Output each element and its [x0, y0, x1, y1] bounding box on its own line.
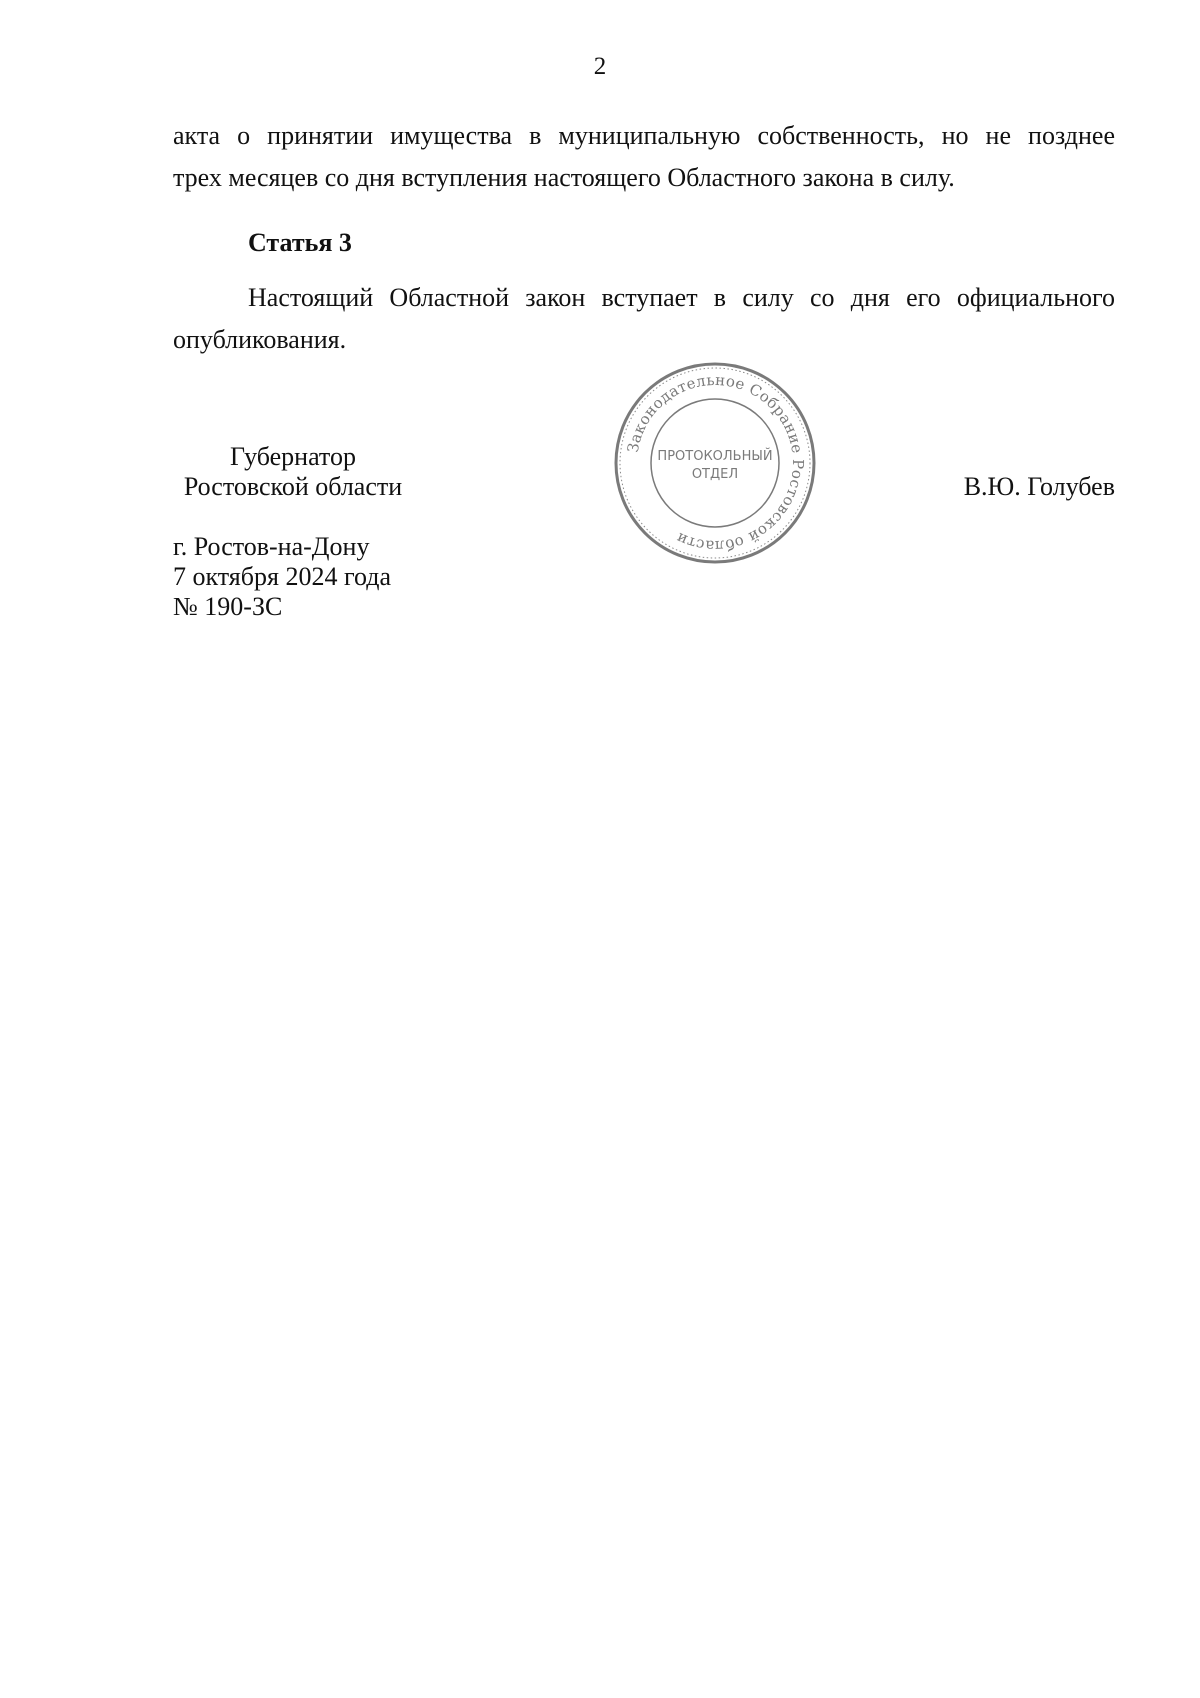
paragraph-line: опубликования. [173, 325, 347, 354]
signatory-title: Губернатор [230, 442, 356, 471]
paragraph-line: Настоящий Областной закон вступает в силу со дня его официального [248, 283, 1115, 312]
seal-ring-text: Законодательное Собрание Ростовской области [623, 370, 808, 556]
issuance-details [173, 532, 391, 622]
paragraph-line: акта о принятии имущества в муниципальную собственность, но не позднее [173, 121, 1115, 150]
article-paragraph [173, 277, 1115, 361]
issuance-date: 7 октября 2024 года [173, 562, 391, 591]
paragraph-continuation [173, 115, 1115, 199]
law-number: № 190-ЗС [173, 592, 283, 621]
seal-center-line-2: ОТДЕЛ [691, 467, 739, 482]
seal-center-line-1: ПРОТОКОЛЬНЫЙ [657, 449, 773, 464]
signatory-name: В.Ю. Голубев [963, 472, 1115, 501]
article-heading: Статья 3 [248, 228, 352, 257]
issuance-place: г. Ростов-на-Дону [173, 532, 370, 561]
paragraph-line: трех месяцев со дня вступления настоящего Областного закона в силу. [173, 163, 955, 192]
seal-graphic [610, 358, 820, 568]
signatory-position [173, 442, 413, 502]
signatory-region: Ростовской области [183, 472, 403, 501]
page-number: 2 [593, 53, 607, 80]
official-seal-stamp [610, 358, 820, 568]
